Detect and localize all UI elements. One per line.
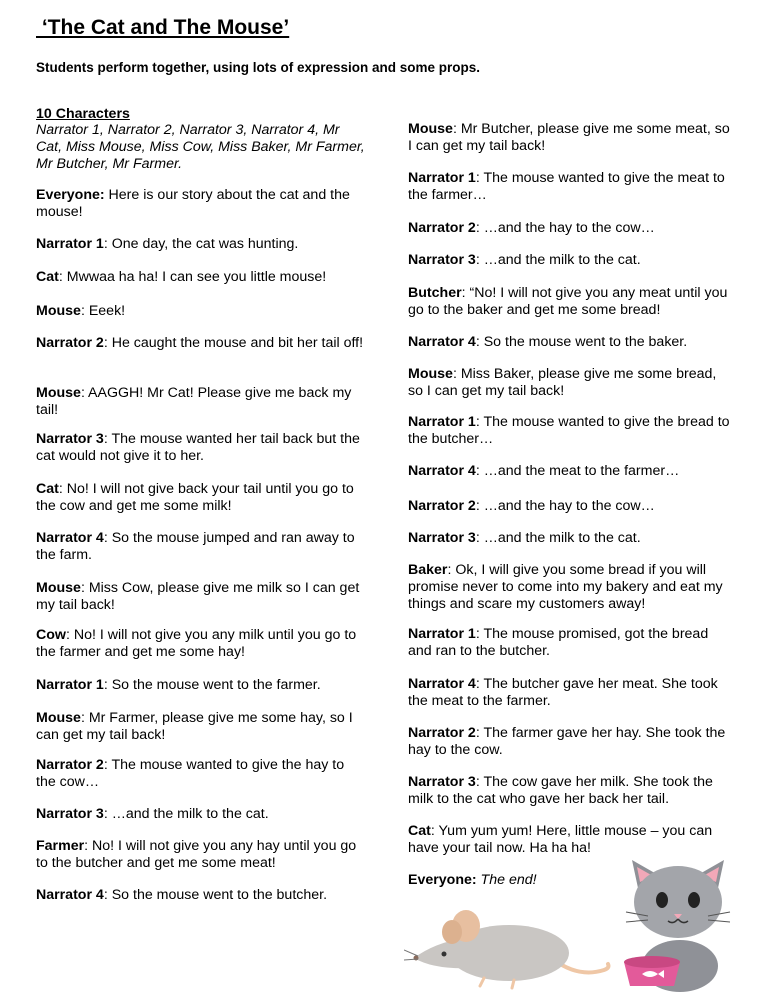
script-line xyxy=(408,285,733,319)
spoken-text: : Yum yum yum! Here, little mouse – you can have your tail now. Ha ha ha! xyxy=(408,823,713,856)
speaker-name: Narrator 2 xyxy=(408,498,476,514)
script-line xyxy=(408,676,733,710)
mouse-illustration xyxy=(404,898,614,994)
spoken-text: : So the mouse went to the baker. xyxy=(475,334,688,350)
speaker-name: Narrator 4 xyxy=(408,334,476,350)
script-line xyxy=(408,220,733,237)
script-line xyxy=(36,269,366,286)
script-line xyxy=(36,838,366,872)
speaker-name: Narrator 1 xyxy=(408,626,476,642)
speaker-name: Narrator 4 xyxy=(408,463,476,479)
speaker-name: Mouse xyxy=(408,366,453,382)
characters-heading: 10 Characters xyxy=(36,106,130,122)
speaker-name: Narrator 2 xyxy=(408,220,476,236)
speaker-name: Narrator 4 xyxy=(36,887,104,903)
speaker-name: Narrator 3 xyxy=(36,806,104,822)
script-line xyxy=(408,170,733,204)
script-line xyxy=(408,121,733,155)
script-line xyxy=(408,463,733,480)
cat-eye-left xyxy=(656,892,668,908)
spoken-text: : Eeek! xyxy=(80,303,126,319)
script-line xyxy=(408,334,733,351)
speaker-name: Narrator 1 xyxy=(36,236,104,252)
bowl-rim xyxy=(624,956,680,968)
spoken-text: : …and the hay to the cow… xyxy=(475,498,655,514)
speaker-name: Everyone: xyxy=(408,872,477,888)
speaker-name: Cow xyxy=(36,627,66,643)
spoken-text: : …and the milk to the cat. xyxy=(103,806,269,822)
script-line xyxy=(36,431,366,465)
speaker-name: Mouse xyxy=(36,580,81,596)
spoken-text: : The mouse wanted to give the meat to the farmer… xyxy=(408,170,725,203)
spoken-text: : The farmer gave her hay. She took the hay to the cow. xyxy=(408,725,726,758)
script-line xyxy=(36,335,366,352)
script-line xyxy=(408,823,733,857)
script-line xyxy=(36,887,366,904)
speaker-name: Cat xyxy=(408,823,431,839)
spoken-text: : He caught the mouse and bit her tail off! xyxy=(103,335,364,351)
spoken-text: : The cow gave her milk. She took the milk to the cat who gave her back her tail. xyxy=(408,774,713,807)
spoken-text: : No! I will not give you any hay until you go to the butcher and get me some meat! xyxy=(36,838,357,871)
spoken-text: : The mouse wanted to give the bread to the butcher… xyxy=(408,414,730,447)
speaker-name: Baker xyxy=(408,562,448,578)
speaker-name: Narrator 4 xyxy=(408,676,476,692)
spoken-text: : AAGGH! Mr Cat! Please give me back my tail! xyxy=(36,385,352,418)
speaker-name: Everyone: xyxy=(36,187,105,203)
script-line xyxy=(36,481,366,515)
spoken-text: : The mouse promised, got the bread and ran to the butcher. xyxy=(408,626,709,659)
script-line xyxy=(36,530,366,564)
script-line xyxy=(36,303,366,320)
script-line xyxy=(408,774,733,808)
cat-eye-right xyxy=(688,892,700,908)
script-line xyxy=(36,236,366,253)
speaker-name: Cat xyxy=(36,269,59,285)
script-line xyxy=(36,757,366,791)
speaker-name: Farmer xyxy=(36,838,85,854)
speaker-name: Narrator 3 xyxy=(408,252,476,268)
spoken-text: The end! xyxy=(476,872,537,888)
spoken-text: : Miss Baker, please give me some bread, so I can get my tail back! xyxy=(408,366,717,399)
speaker-name: Narrator 3 xyxy=(36,431,104,447)
script-line xyxy=(408,498,733,515)
spoken-text: : One day, the cat was hunting. xyxy=(103,236,299,252)
spoken-text: : The mouse wanted to give the hay to the cow… xyxy=(36,757,345,790)
spoken-text: : …and the milk to the cat. xyxy=(475,252,641,268)
script-line xyxy=(408,414,733,448)
pet-bowl-illustration xyxy=(620,950,684,990)
speaker-name: Narrator 4 xyxy=(36,530,104,546)
speaker-name: Butcher xyxy=(408,285,462,301)
speaker-name: Narrator 1 xyxy=(408,414,476,430)
page-subtitle: Students perform together, using lots of expression and some props. xyxy=(36,60,481,75)
spoken-text: : “No! I will not give you any meat until you go to the baker and get me some bread! xyxy=(408,285,728,318)
speaker-name: Mouse xyxy=(408,121,453,137)
mouse-ear-back xyxy=(442,920,462,944)
script-line xyxy=(36,385,366,419)
spoken-text: : …and the hay to the cow… xyxy=(475,220,655,236)
script-line xyxy=(408,725,733,759)
mouse-eye xyxy=(442,952,447,957)
speaker-name: Narrator 2 xyxy=(408,725,476,741)
spoken-text: Here is our story about the cat and the mouse! xyxy=(36,187,350,220)
spoken-text: : No! I will not give back your tail until you go to the cow and get me some milk! xyxy=(36,481,354,514)
script-line xyxy=(36,806,366,823)
speaker-name: Narrator 2 xyxy=(36,335,104,351)
speaker-name: Narrator 1 xyxy=(36,677,104,693)
script-line xyxy=(36,187,366,221)
speaker-name: Mouse xyxy=(36,303,81,319)
script-line xyxy=(36,677,366,694)
speaker-name: Narrator 3 xyxy=(408,530,476,546)
script-line xyxy=(36,580,366,614)
speaker-name: Mouse xyxy=(36,710,81,726)
script-line xyxy=(36,627,366,661)
script-line xyxy=(408,530,733,547)
script-line xyxy=(408,252,733,269)
spoken-text: : Ok, I will give you some bread if you will promise never to come into my bakery and eat my things and scare my customers away! xyxy=(408,562,723,612)
speaker-name: Narrator 1 xyxy=(408,170,476,186)
spoken-text: : Mwwaa ha ha! I can see you little mouse! xyxy=(58,269,327,285)
spoken-text: : …and the milk to the cat. xyxy=(475,530,641,546)
spoken-text: : Miss Cow, please give me milk so I can get my tail back! xyxy=(36,580,360,613)
spoken-text: : So the mouse jumped and ran away to the farm. xyxy=(36,530,355,563)
cat-head xyxy=(634,866,722,938)
spoken-text: : So the mouse went to the farmer. xyxy=(103,677,321,693)
spoken-text: : Mr Farmer, please give me some hay, so I can get my tail back! xyxy=(36,710,353,743)
speaker-name: Narrator 2 xyxy=(36,757,104,773)
page-title: ‘The Cat and The Mouse’ xyxy=(36,16,290,39)
spoken-text: : …and the meat to the farmer… xyxy=(475,463,680,479)
speaker-name: Cat xyxy=(36,481,59,497)
script-line xyxy=(408,562,733,613)
script-line xyxy=(408,366,733,400)
speaker-name: Narrator 3 xyxy=(408,774,476,790)
speaker-name: Mouse xyxy=(36,385,81,401)
spoken-text: : No! I will not give you any milk until you go to the farmer and get me some hay! xyxy=(36,627,357,660)
characters-list: Narrator 1, Narrator 2, Narrator 3, Narrator 4, Mr Cat, Miss Mouse, Miss Cow, Miss Baker, Mr Farmer, Mr Butcher, Mr Farmer. xyxy=(36,122,365,172)
script-line xyxy=(408,626,733,660)
spoken-text: : The butcher gave her meat. She took the meat to the farmer. xyxy=(408,676,718,709)
spoken-text: : So the mouse went to the butcher. xyxy=(103,887,328,903)
spoken-text: : The mouse wanted her tail back but the cat would not give it to her. xyxy=(36,431,360,464)
spoken-text: : Mr Butcher, please give me some meat, so I can get my tail back! xyxy=(408,121,730,154)
script-line xyxy=(36,710,366,744)
